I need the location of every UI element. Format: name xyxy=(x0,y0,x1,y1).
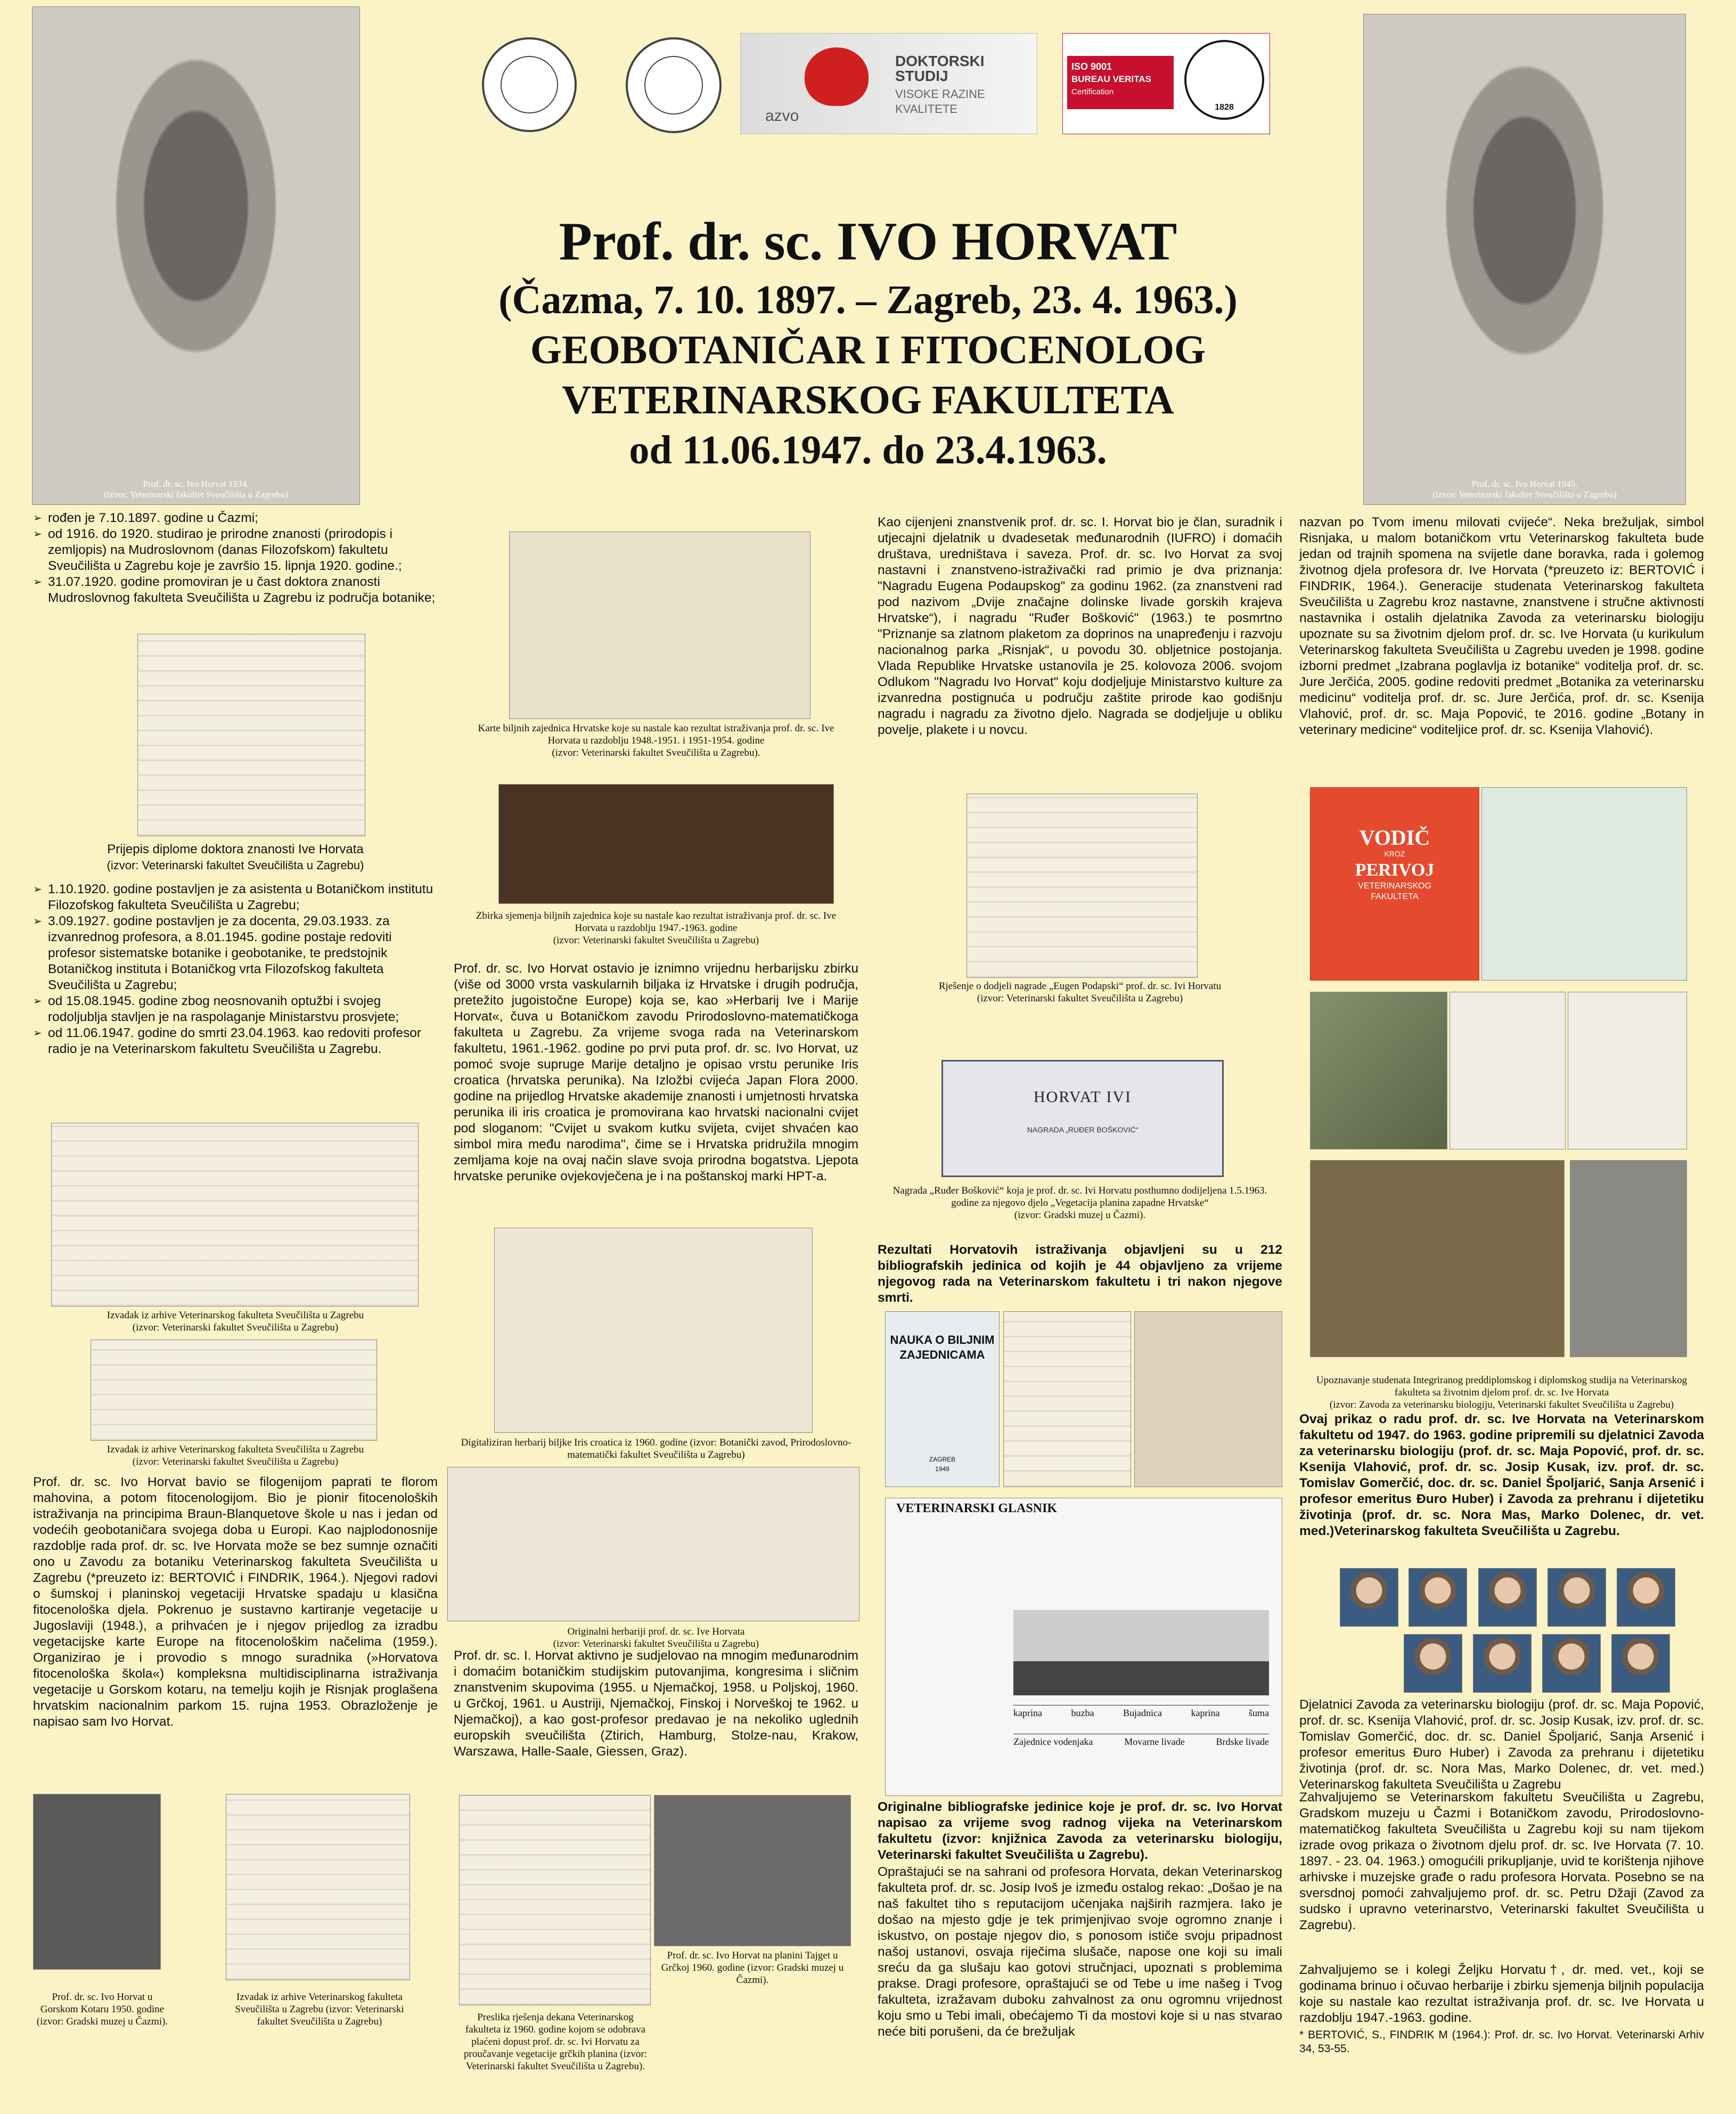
doktorski-text: DOKTORSKI STUDIJ VISOKE RAZINE KVALITETE xyxy=(895,53,985,116)
seed-collection-image xyxy=(498,784,834,904)
diploma-caption: Prijepis diplome doktora znanosti Ive Horvata (izvor: Veterinarski fakultet Sveučilišta u Zagrebu) xyxy=(107,842,364,872)
authors-paragraph: Ovaj prikaz o radu prof. dr. sc. Ive Horvata na Veterinarskom fakultetu od 1947. do 1963. godine pripremili su djelatnici Zavoda za veterinarsku biologiju (prof. dr. sc. Maja Popović, prof. dr. sc. Ksenija Vlahović, prof. dr. sc. Josip Kusak, izv. prof. dr. sc. Tomislav Gomerčić, doc. dr. sc. Daniel Špoljarić, Sanja Arsenić i profesor emeritus Đuro Huber) i Zavoda za prehranu i dijetetiku životinja (prof. dr. sc. Nora Mas, Marko Dolenec, dr. vet. med.)Veterinarskog fakulteta Sveučilišta u Zagrebu. xyxy=(1299,1412,1704,1538)
dean-decision-image xyxy=(459,1795,651,2005)
title-role: GEOBOTANIČAR I FITOCENOLOG xyxy=(530,328,1206,372)
bio-item: ➢ 31.07.1920. godine promoviran je u čast doktora znanosti Mudroslovnog fakulteta Sveučilišta u Zagrebu iz područja botanike; xyxy=(33,574,438,606)
title-dates: (Čazma, 7. 10. 1897. – Zagreb, 23. 4. 1963.) xyxy=(498,277,1238,322)
staff-photo xyxy=(1542,1634,1601,1693)
farewell-paragraph: Opraštajući se na sahrani od profesora Horvata, dekan Veterinarskog fakulteta prof. dr. sc. Josip Ivoš je između ostalog rekao: „Došao je na naš fakultet tiho s reputacijom učenjaka najširih razmjera. Iako je došao na mjesto gdje je tek primjenjivao svoje ogromno znanje i iskustvo, on postaje njegov dio, s ponosom ističe svoju pripadnost našoj ustanovi, osvaja riječima slušače, napose one koji su imali sreću da ga slušaju kao gotovi stručnjaci, upoznati s problemima prakse. Dragi profesore, opraštajući se od Tebe u ime našeg i Tvog fakulteta, izražavam duboku zahvalnost za onu ogromnu vrijednost koju smo u Tebi imali, obećajemo Ti da mostovi koje si u nas stvarao neće biti porušeni, da će brežuljak xyxy=(878,1865,1282,2039)
staff-photo xyxy=(1473,1634,1532,1693)
bv-red-panel: ISO 9001 BUREAU VERITAS Certification xyxy=(1067,56,1174,109)
staff-photo xyxy=(1611,1634,1670,1693)
title-period: od 11.06.1947. do 23.4.1963. xyxy=(629,428,1107,472)
bv-seal-icon: 1828 xyxy=(1184,40,1264,120)
seed-collection-caption: Zbirka sjemenja biljnih zajednica koje su nastale kao rezultat istraživanja prof. dr. sc. Ive Horvata u razdoblju 1947.-1963. godine (izvor: Veterinarski fakultet Sveučilišta u Zagrebu) xyxy=(476,910,837,946)
bio-item: ➢ 1.10.1920. godine postavljen je za asistenta u Botaničkom institutu Filozofskog fakulteta Sveučilišta u Zagrebu; xyxy=(33,881,438,913)
bibliography-caption: Originalne bibliografske jedinice koje je prof. dr. sc. Ivo Horvat napisao za vrijeme svog radnog vijeka na Veterinarskom fakultetu (izvor: knjižnica Zavoda za veterinarsku biologiju, Veterinarski fakultet Sveučilišta u Zagrebu). xyxy=(878,1800,1282,1862)
bio-list-2 xyxy=(33,881,438,1057)
reference-text: * BERTOVIĆ, S., FINDRIK M (1964.): Prof. dr. sc. Ivo Horvat. Veterinarski Arhiv 34, 53-55. xyxy=(1299,2029,1704,2055)
diploma-image xyxy=(137,634,365,836)
diploma-heading: HORVAT IVI xyxy=(1033,1088,1132,1106)
archive-caption-1: Izvadak iz arhive Veterinarskog fakulteta Sveučilišta u Zagrebu (izvor: Veterinarski fakultet Sveučilišta u Zagrebu) xyxy=(107,1310,364,1333)
garden-photo xyxy=(1310,992,1447,1149)
students-group-photo xyxy=(1310,1160,1565,1357)
article-image-2 xyxy=(1134,1311,1282,1487)
students-caption: Upoznavanje studenata Integriranog preddiplomskog i diplomskog studija na Veterinarskog fakulteta sa životnim djelom prof. dr. sc. Ive Horvata (izvor: Zavoda za veterinarsku biologiju, Veterinarski fakultet Sveučilišta u Zagrebu) xyxy=(1316,1375,1688,1410)
university-seal-logo xyxy=(482,37,577,132)
diploma-subheading: NAGRADA „RUĐER BOŠKOVIĆ“ xyxy=(1027,1125,1139,1134)
glasnik-table: kaprina buzba Bujadnica kaprina šuma Zajednice vodenjaka Movarne livade Brdske livade xyxy=(1013,1705,1269,1748)
gorski-kotar-photo xyxy=(33,1794,161,1970)
portrait-right-caption: Prof. dr. sc. Ivo Horvat 1945. (izvor: Veterinarski fakultet Sveučilišta u Zagrebu) xyxy=(1432,479,1617,500)
glasnik-page-image xyxy=(885,1498,1282,1796)
title-faculty: VETERINARSKOG FAKULTETA xyxy=(562,378,1174,422)
archive-caption-3: Izvadak iz arhive Veterinarskog fakulteta Sveučilišta u Zagrebu (izvor: Veterinarski fakultet Sveučilišta u Zagrebu) xyxy=(235,1991,404,2027)
glasnik-title: VETERINARSKI GLASNIK xyxy=(896,1501,1058,1515)
glasnik-chart xyxy=(1013,1610,1269,1695)
article-image-1 xyxy=(1003,1311,1131,1487)
iris-herbarium-image xyxy=(494,1228,813,1433)
bio-item: ➢ od 11.06.1947. godine do smrti 23.04.1963. kao redoviti profesor radio je na Veterinarskom fakultetu Sveučilišta u Zagrebu. xyxy=(33,1025,438,1057)
tajget-caption: Prof. dr. sc. Ivo Horvat na planini Tajget u Grčkoj 1960. godine (izvor: Gradski muzej u Čazmi). xyxy=(661,1950,844,1986)
guide-cover-image: VODIČ KROZ PERIVOJ VETERINARSKOG FAKULTETA xyxy=(1310,787,1479,981)
archive-image-1 xyxy=(51,1123,419,1307)
memorial-relief-photo xyxy=(1570,1160,1687,1357)
bio-item: ➢ od 1916. do 1920. studirao je prirodne znanosti (prirodopis i zemljopis) na Mudroslovnom (danas Filozofskom) fakultetu Sveučilišta u Zagrebu koje je završio 15. lipnja 1920. godine.; xyxy=(33,526,438,574)
book-cover-image: NAUKA O BILJNIM ZAJEDNICAMA ZAGREB 1949 xyxy=(885,1311,1000,1487)
acknowledgement-paragraph: Zahvaljujemo se Veterinarskom fakultetu Sveučilišta u Zagrebu, Gradskom muzeju u Čazmi i Botaničkom zavodu, Prirodoslovno-matematičkog fakulteta Sveučilišta u Zagrebu koji su nam tijekom izrade ovog prikaza o životnom djelu prof. dr. sc. Ive Horvata (7. 10. 1897. - 23. 04. 1963.) omogućili prikupljanje, uvid te korištenja njihove arhivske i muzejske građe o radu profesora Horvata. Posebno se na sversdnoj pomoći zahvaljujemo prof. dr. sc. Petru Džaji (Zavod za sudsko i upravno veterinarstvo, Veterinarski fakultet Sveučilišta u Zagrebu). xyxy=(1299,1790,1704,1932)
staff-photo xyxy=(1478,1568,1537,1627)
bio-item: ➢ rođen je 7.10.1897. godine u Čazmi; xyxy=(33,510,438,526)
azvo-label: azvo xyxy=(765,107,799,125)
bureau-veritas-logo xyxy=(1062,33,1270,134)
archive-image-3 xyxy=(226,1794,410,1980)
herbarium-sheet-2 xyxy=(1568,992,1687,1149)
iris-herbarium-caption: Digitaliziran herbarij biljke Iris croatica iz 1960. godine (izvor: Botanički zavod, Prirodoslovno- matematički fakultet Sveučilišta u Zagrebu) xyxy=(461,1437,851,1460)
herbarium-paragraph: Prof. dr. sc. Ivo Horvat ostavio je iznimno vrijednu herbarijsku zbirku (više od 3000 vrsta vaskularnih biljaka iz Hrvatske i drugih područja, pretežito jugoistočne Europe) koja se, kao »Herbarij Ive i Marije Horvat«, čuva u Botaničkom zavodu Prirodoslovno-matematičkoga fakulteta u Zagrebu. Za vrijeme svoga rada na Veterinarskom fakultetu, 1961.-1962. godine po prvi puta prof. dr. sc. Ivo Horvat, uz pomoć svoje supruge Marije detaljno je opisao vrstu perunike Iris croatica (hrvatska perunika). Na Izložbi cvijeća Japan Flora 2000. godine na prijedlog Hrvatske akademije znanosti i umjetnosti hrvatska perunika ili iris croatica je promovirana kao hrvatski nacionalni cvijet pod sloganom: "Cvijet u svakom kutku svijeta, cvijet shvaćen kao simbol mira među narodima", čime se i Hrvatska pridružila mnogim zemljama koje na ovaj način slave svoja prirodna bogatstva. Ljepota hrvatske perunike ovjekovječena je i na poštanskoj marki HPT-a. xyxy=(454,961,858,1183)
results-paragraph: Rezultati Horvatovih istraživanja objavljeni su u 212 bibliografskih jedinica od kojih je 44 objavljeno za vrijeme njegovog rada na Veterinarskom fakultetu i tri nakon njegove smrti. xyxy=(878,1243,1282,1305)
archive-image-2 xyxy=(91,1340,377,1441)
thanks-paragraph: Zahvaljujemo se i kolegi Željku Horvatu†, dr. med. vet., koji se godinama brinuo i očuvao herbarije i zbirku sjemenja biljnih populacija koje su nastale kao rezultat istraživanja prof. dr. sc. Ive Horvata u razdoblju 1947.-1963. godine. xyxy=(1299,1963,1704,2025)
dean-decision-caption: Preslika rješenja dekana Veterinarskog fakulteta iz 1960. godine kojom se odobrava plaćeni dopust prof. dr. sc. Ivi Horvatu za proučavanje vegetacije grčkih planina (izvor: Veterinarski fakultet Sveučilišta u Zagrebu). xyxy=(464,2012,647,2072)
portrait-left-caption: Prof. dr. sc. Ivo Horvat 1934. (izvor: Veterinarski fakultet Sveučilišta u Zagrebu) xyxy=(104,479,288,500)
page-title: Prof. dr. sc. IVO HORVAT xyxy=(559,211,1177,272)
bio-item: ➢ 3.09.1927. godine postavljen je za docenta, 29.03.1933. za izvanrednog profesora, a 8.01.1945. godine postaje redoviti profesor sistematske botanike i geobotanike, te predstojnik Botaničkog instituta i Botaničkog vrta Filozofskog fakulteta Sveučilišta u Zagrebu; xyxy=(33,913,438,993)
awards-paragraph: Kao cijenjeni znanstvenik prof. dr. sc. I. Horvat bio je član, suradnik i utjecajni djelatnik u dvadesetak međunarodnih (IUFRO) i domaćih društava, uredništava i saveza. Prof. dr. sc. Ivo Horvat za svoj nastavni i znanstveno-istraživački rad primio je dva priznanja: "Nagradu Eugena Podaupskog" za godinu 1962. (za znanstveni rad pod nazivom „Dvije značajne dolinske livade gorskih krajeva Hrvatske“), i nagradu "Ruđer Bošković" (1963.) te posmrtno "Priznanje sa zlatnom plaketom za doprinos na unapređenju i razvoju nacionalnog parka „Risnjak“, u povodu 30. obljetnice postojanja. Vlada Republike Hrvatske ustanovila je 25. kolovoza 2006. svojom Odlukom "Nagradu Ivo Horvat" koju dodjeljuje Ministarstvo kulture za izvanredna postignuća u području zaštite prirode kao godišnju nagradu i nagradu za životno djelo. Nagrada se dodjeljuje u obliku povelje, plakete i u novcu. xyxy=(878,515,1282,737)
portrait-right xyxy=(1363,14,1686,505)
original-herbaria-image xyxy=(447,1467,859,1621)
podapski-caption: Rješenje o dodjeli nagrade „Eugen Podapski“ prof. dr. sc. Ivi Horvatu (izvor: Veterinarski fakultet Sveučilišta u Zagrebu) xyxy=(938,981,1222,1004)
tree-icon xyxy=(805,47,869,106)
original-herbaria-caption: Originalni herbariji prof. dr. sc. Ive Horvata (izvor: Veterinarski fakultet Sveučilišta u Zagrebu) xyxy=(553,1626,759,1650)
garden-map-image xyxy=(1481,787,1687,981)
herbarium-sheet-1 xyxy=(1450,992,1566,1149)
boskovic-diploma-image xyxy=(941,1060,1224,1177)
staff-photo xyxy=(1617,1568,1675,1627)
portrait-left xyxy=(32,6,360,505)
podapski-decision-image xyxy=(967,794,1198,978)
boskovic-caption: Nagrada „Ruđer Bošković“ koja je prof. dr. sc. Ivi Horvatu posthumno dodijeljena 1.5.1963. godine za njegovo djelo „Vegetacija planina zapadne Hrvatske“ (izvor: Gradski muzej u Čazmi). xyxy=(892,1185,1267,1221)
staff-paragraph: Djelatnici Zavoda za veterinarsku biologiju (prof. dr. sc. Maja Popović, prof. dr. sc. Ksenija Vlahović, prof. dr. sc. Josip Kusak, izv. prof. dr. sc. Tomislav Gomerčić, doc. dr. sc. Daniel Špoljarić, Sanja Arsenić i profesor emeritus Đuro Huber) i Zavoda za prehranu i dijetetiku životinja (prof. dr. sc. Nora Mas, Marko Dolenec, dr. vet. med.) Veterinarskog fakulteta Sveučilišta u Zagrebu xyxy=(1299,1697,1704,1792)
travels-paragraph: Prof. dr. sc. I. Horvat aktivno je sudjelovao na mnogim međunarodnim i domaćim botaničkim studijskim putovanjima, kongresima i sličnim znanstvenim skupovima (1955. u Njemačkoj, 1958. u Poljskoj, 1960. u Grčkoj, 1961. u Austriji, Njemačkoj, Finskoj i Norveškoj te 1962. u Njemačkoj), a kao gost-profesor predavao je na nekoliko uglednih europskih sveučilišta (Ztirich, Hamburg, Stolze-nau, Krakow, Warszawa, Halle-Saale, Giessen, Graz). xyxy=(454,1648,858,1759)
archive-caption-2: Izvadak iz arhive Veterinarskog fakulteta Sveučilišta u Zagrebu (izvor: Veterinarski fakultet Sveučilišta u Zagrebu) xyxy=(107,1444,364,1467)
bio-item: ➢ od 15.08.1945. godine zbog neosnovanih optužbi i svojeg rodoljublja stavljen je na raspolaganje Ministarstvu prosvjete; xyxy=(33,993,438,1025)
faculty-seal-logo xyxy=(626,37,722,133)
vegetation-maps-image xyxy=(509,532,810,719)
staff-photo xyxy=(1404,1634,1462,1693)
tajget-photo xyxy=(654,1795,851,1946)
legacy-paragraph: nazvan po Tvom imenu milovati cvijeće“. Neka brežuljak, simbol Risnjaka, u malom botaničkom vrtu Veterinarskog fakulteta bude jedan od trajnih spomena na svijetle dane boravka, rada i golemog životnog djela profesora dr. Ive Horvata (*preuzeto iz: BERTOVIĆ i FINDRIK, 1964.). Generacije studenata Veterinarskog fakulteta Sveučilišta u Zagrebu kroz nastavne, znanstvene i stručne aktivnosti nastavnika i ostalih djelatnika Zavoda za veterinarsku biologiju upoznate su sa životnim djelom prof. dr. sc. Ive Horvata (u kurikulum Veterinarskog fakulteta Sveučilišta u Zagrebu uveden je 1998. godine izborni predmet „Izabrana poglavlja iz botanike“ voditelja prof. dr. sc. Jure Jerčića, 2005. godine redoviti predmet „Botanika za veterinarsku medicinu“ voditelja prof. dr. sc. Jure Jerčića, prof. dr. sc. Ksenija Vlahović, prof. dr. sc. Maja Popović, te 2016. godine „Botany in veterinary medicine“ voditeljice prof. dr. sc. Ksenija Vlahović). xyxy=(1299,515,1704,737)
azvo-doktorski-logo xyxy=(740,33,1037,134)
gorski-kotar-caption: Prof. dr. sc. Ivo Horvat u Gorskom Kotaru 1950. godine (izvor: Gradski muzej u Čazmi). xyxy=(36,1991,168,2027)
phytocenology-paragraph: Prof. dr. sc. Ivo Horvat bavio se filogenijom paprati te florom mahovina, a potom fitocenologijom. Bio je pionir fitocenoloških istraživanja na principima Braun-Blanquetove škole u nas i jedan od vodećih geobotaničara svojega doba u Europi. Kao najplodonosnije razdoblje rada prof. dr. sc. Ive Horvata može se bez sumnje označiti ono u Zavodu za botaniku Veterinarskog fakulteta Sveučilišta u Zagrebu (*preuzeto iz: BERTOVIĆ i FINDRIK, 1964.). Njegovi radovi o šumskoj i planinskoj vegetaciji Hrvatske spadaju u klasična fitocenološka djela. Pokrenuo je sustavno kartiranje vegetacije u Jugoslaviji (1948.), a prihvaćen je i njegov prijedlog za izradbu vegetacijske karte Europe na fitocenološkim načelima (1959.). Organizirao je i provodio s mnogo suradnika (»Horvatova fitocenološka škola«) kompleksna multidisciplinarna istraživanja vegetacije u Gorskom kotaru, na temelju kojih je Risnjak proglašena hrvatskim nacionalnim parkom 15. rujna 1953. Obrazloženje je napisao sam Ivo Horvat. xyxy=(33,1475,438,1729)
staff-photo xyxy=(1340,1568,1398,1627)
vegetation-maps-caption: Karte biljnih zajednica Hrvatske koje su nastale kao rezultat istraživanja prof. dr. sc. Ive Horvata u razdoblju 1948.-1951. i 1951-1954. godine (izvor: Veterinarski fakultet Sveučilišta u Zagrebu). xyxy=(478,723,834,758)
bio-list-1 xyxy=(33,510,438,606)
staff-photo xyxy=(1409,1568,1467,1627)
staff-photo xyxy=(1547,1568,1606,1627)
